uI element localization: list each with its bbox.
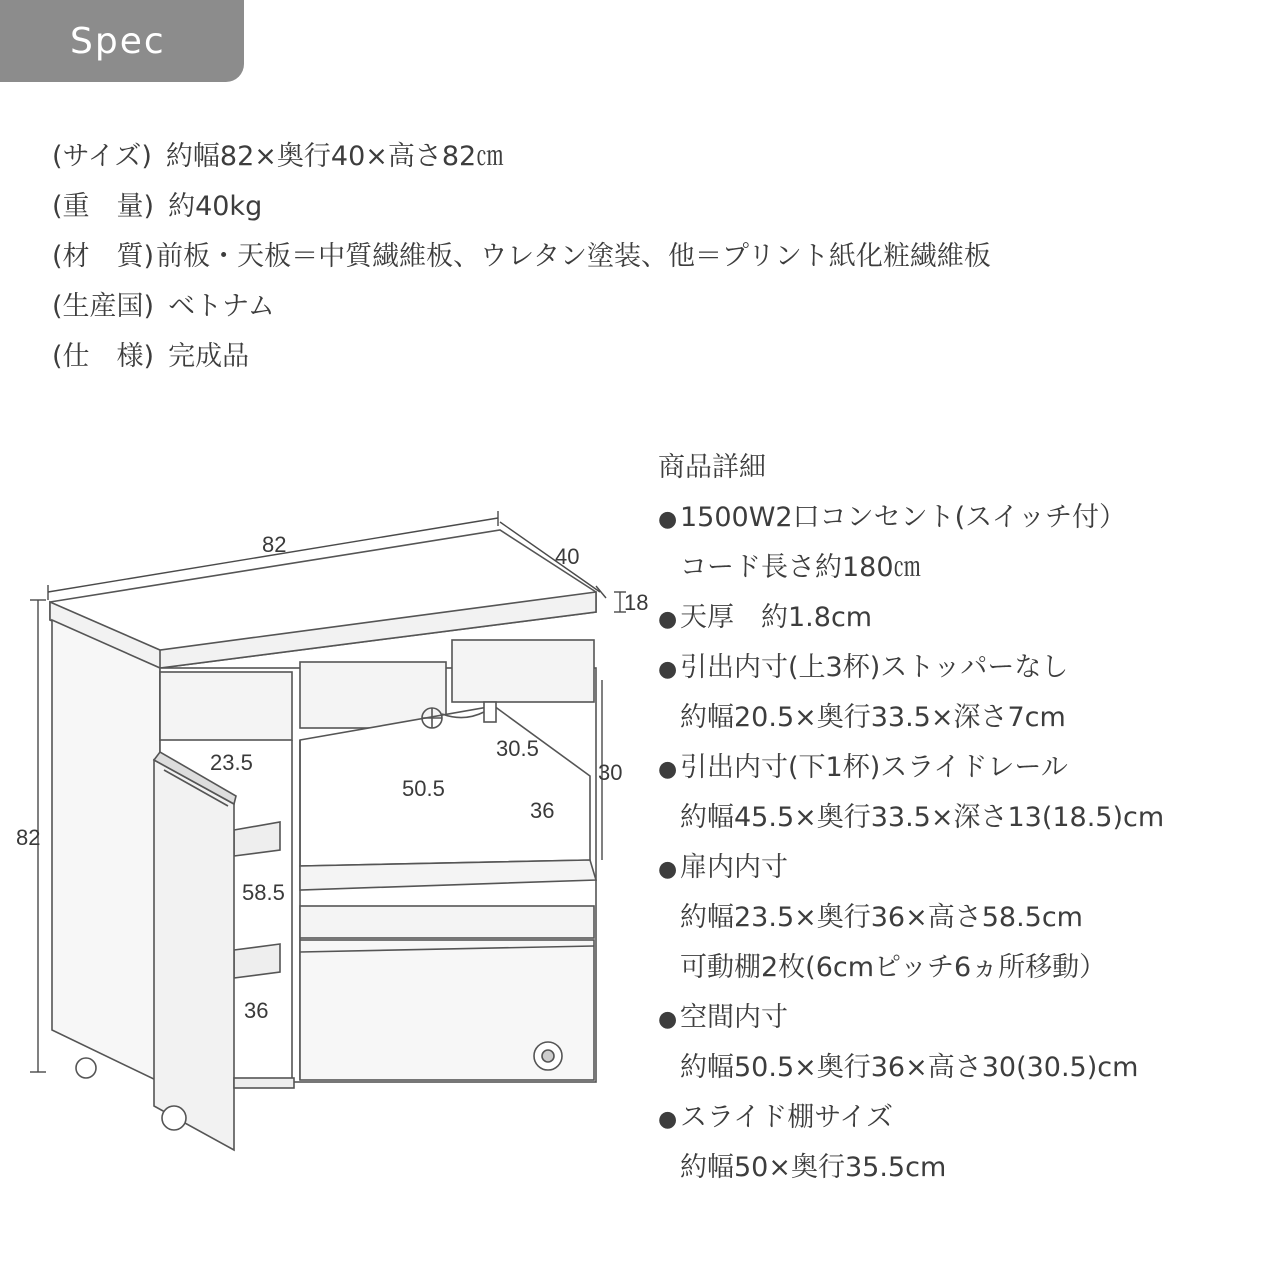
detail-sub: 可動棚2枚(6cmピッチ6ヵ所移動） [680, 952, 1107, 983]
spec-value: ベトナム [168, 291, 275, 322]
bullet-icon: ● [658, 757, 678, 782]
detail-head: 空間内寸 [680, 1002, 788, 1033]
details-title: 商品詳細 [658, 452, 766, 483]
dim-top-thickness: 18 [624, 590, 649, 615]
spec-label: (サイズ) [52, 141, 152, 172]
spec-value: 約40kg [168, 191, 263, 222]
bullet-icon: ● [658, 507, 678, 532]
dim-depth: 40 [555, 544, 580, 569]
dim-space-height: 30 [598, 760, 623, 785]
detail-head: 引出内寸(上3杯)ストッパーなし [680, 652, 1069, 683]
spec-label: (材 質) [52, 241, 155, 272]
detail-head: 天厚 約1.8cm [680, 602, 873, 633]
detail-sub: 約幅20.5×奥行33.5×深さ7cm [680, 702, 1066, 733]
detail-head: 1500W2口コンセント(スイッチ付） [680, 502, 1127, 533]
detail-sub: 約幅50.5×奥行36×高さ30(30.5)cm [680, 1052, 1139, 1083]
detail-sub: 約幅50×奥行35.5cm [680, 1152, 947, 1183]
spec-label: (生産国) [52, 291, 155, 322]
bullet-icon: ● [658, 607, 678, 632]
dim-width: 82 [262, 532, 287, 557]
detail-head: 扉内内寸 [680, 852, 788, 883]
dim-space-width: 50.5 [402, 776, 445, 801]
spec-value: 前板・天板＝中質繊維板、ウレタン塗装、他＝プリント紙化粧繊維板 [156, 241, 991, 272]
dim-door-height: 58.5 [242, 880, 285, 905]
detail-sub: 約幅45.5×奥行33.5×深さ13(18.5)cm [680, 802, 1165, 833]
dim-space-height-alt: 30.5 [496, 736, 539, 761]
dim-space-depth: 36 [530, 798, 555, 823]
bullet-icon: ● [658, 1107, 678, 1132]
dim-door-depth: 36 [244, 998, 269, 1023]
bullet-icon: ● [658, 857, 678, 882]
spec-label: (重 量) [52, 191, 155, 222]
bullet-icon: ● [658, 1007, 678, 1032]
dim-height: 82 [16, 825, 41, 850]
spec-tab-label: Spec [70, 20, 166, 62]
detail-head: スライド棚サイズ [680, 1102, 894, 1133]
detail-sub: 約幅23.5×奥行36×高さ58.5cm [680, 902, 1083, 933]
dim-door-width: 23.5 [210, 750, 253, 775]
spec-value: 完成品 [168, 341, 250, 372]
detail-sub: コード長さ約180㎝ [680, 552, 921, 583]
cabinet-outline [50, 530, 596, 1150]
bullet-icon: ● [658, 657, 678, 682]
spec-label: (仕 様) [52, 341, 155, 372]
detail-head: 引出内寸(下1杯)スライドレール [680, 752, 1068, 783]
spec-value: 約幅82×奥行40×高さ82㎝ [165, 141, 504, 172]
